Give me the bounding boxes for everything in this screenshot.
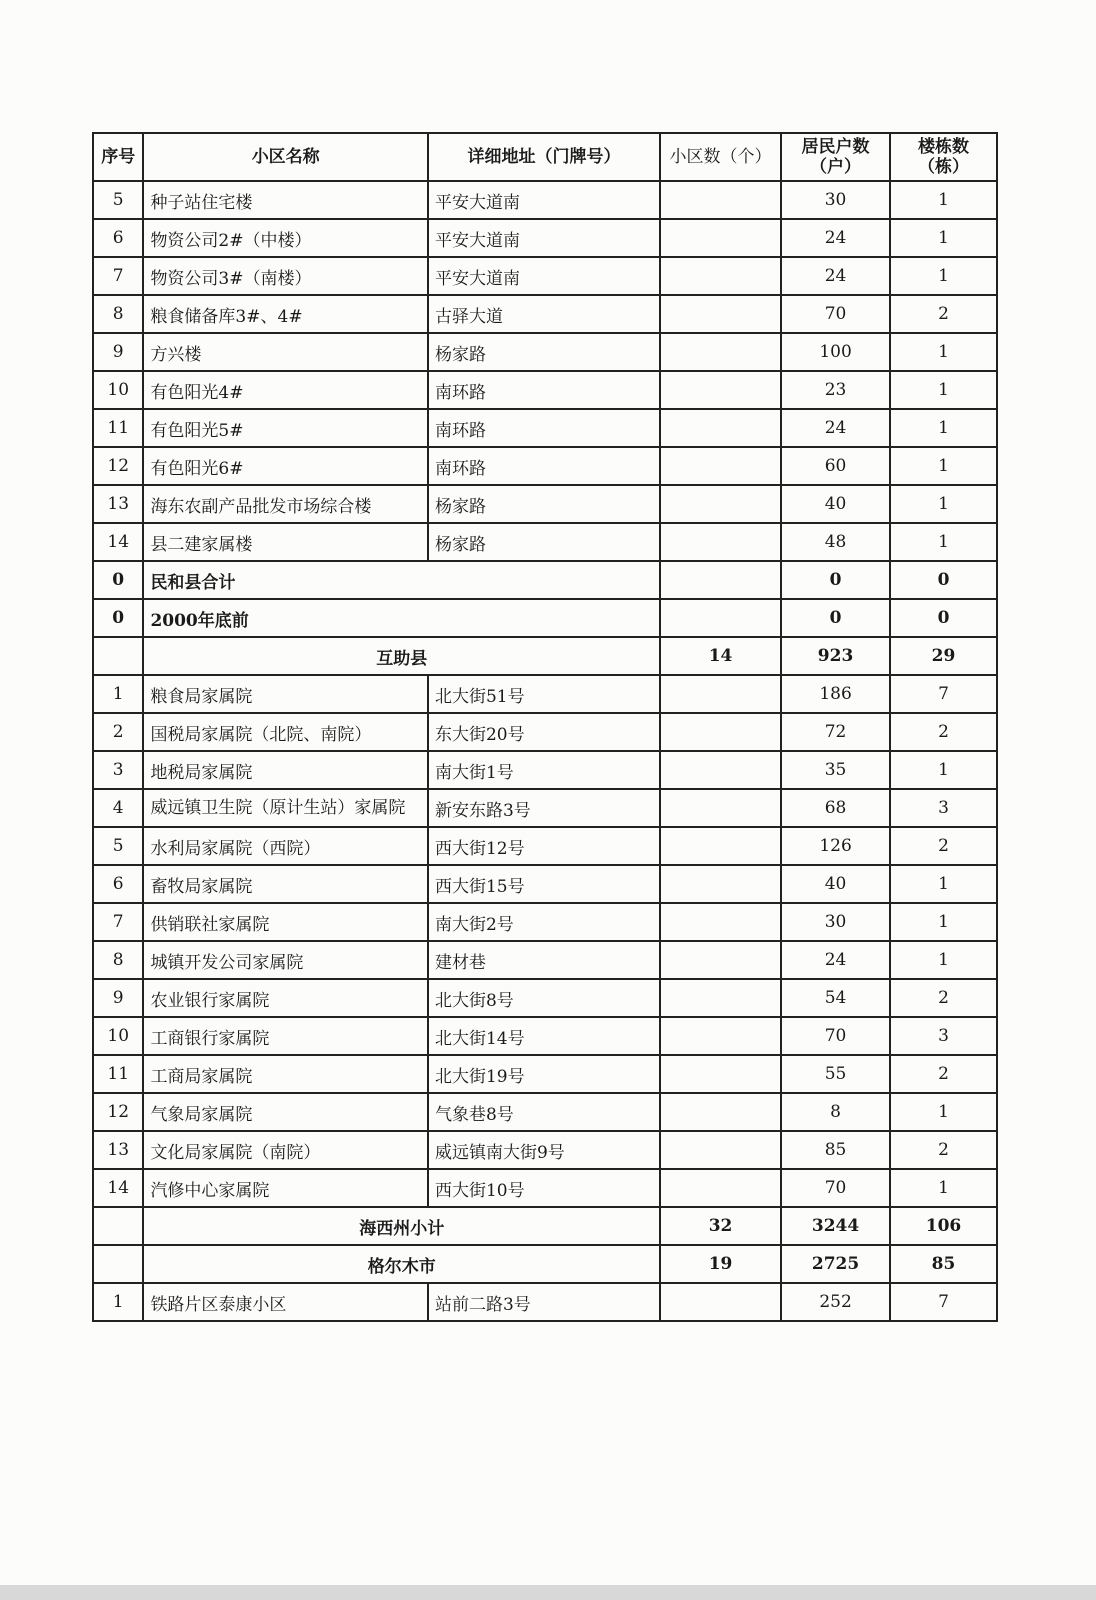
cell-serial [93, 1245, 143, 1283]
cell-buildings: 1 [890, 1093, 997, 1131]
cell-households: 126 [781, 827, 890, 865]
cell-buildings: 2 [890, 713, 997, 751]
table-row [93, 1093, 997, 1131]
cell-address: 南环路 [428, 447, 660, 485]
cell-serial: 9 [93, 979, 143, 1017]
cell-count [660, 979, 781, 1017]
cell-address: 新安东路3号 [428, 789, 660, 827]
cell-address: 西大街12号 [428, 827, 660, 865]
cell-serial: 13 [93, 485, 143, 523]
cell-households: 70 [781, 1169, 890, 1207]
cell-count [660, 827, 781, 865]
cell-address: 西大街10号 [428, 1169, 660, 1207]
cell-address: 建材巷 [428, 941, 660, 979]
cell-address: 古驿大道 [428, 295, 660, 333]
cell-households: 100 [781, 333, 890, 371]
cell-households: 54 [781, 979, 890, 1017]
cell-count [660, 941, 781, 979]
table-row [93, 371, 997, 409]
cell-address: 南环路 [428, 371, 660, 409]
cell-buildings: 7 [890, 1283, 997, 1321]
cell-count [660, 675, 781, 713]
cell-buildings: 1 [890, 751, 997, 789]
cell-name: 种子站住宅楼 [143, 181, 428, 219]
table-row [93, 257, 997, 295]
cell-households: 30 [781, 903, 890, 941]
cell-count [660, 1169, 781, 1207]
cell-name: 方兴楼 [143, 333, 428, 371]
cell-count [660, 1055, 781, 1093]
header-count: 小区数（个） [660, 133, 781, 181]
cell-households: 2725 [781, 1245, 890, 1283]
cell-serial: 1 [93, 1283, 143, 1321]
cell-households: 30 [781, 181, 890, 219]
housing-table [92, 132, 998, 1322]
cell-serial: 1 [93, 675, 143, 713]
table-row [93, 1283, 997, 1321]
cell-households: 40 [781, 865, 890, 903]
table-row [93, 979, 997, 1017]
cell-serial: 14 [93, 523, 143, 561]
cell-households: 8 [781, 1093, 890, 1131]
cell-serial: 7 [93, 903, 143, 941]
cell-serial: 11 [93, 409, 143, 447]
cell-section-label: 格尔木市 [143, 1245, 660, 1283]
cell-buildings: 1 [890, 903, 997, 941]
cell-name: 物资公司2#（中楼） [143, 219, 428, 257]
cell-count [660, 865, 781, 903]
table-row [93, 523, 997, 561]
cell-name: 有色阳光5# [143, 409, 428, 447]
cell-buildings: 1 [890, 181, 997, 219]
table-row [93, 637, 997, 675]
cell-serial: 8 [93, 295, 143, 333]
cell-households: 3244 [781, 1207, 890, 1245]
cell-households: 70 [781, 1017, 890, 1055]
cell-serial: 11 [93, 1055, 143, 1093]
cell-count [660, 789, 781, 827]
cell-count [660, 1093, 781, 1131]
cell-name: 有色阳光6# [143, 447, 428, 485]
header-buildings: 楼栋数（栋） [890, 133, 997, 181]
cell-count [660, 1131, 781, 1169]
cell-count [660, 485, 781, 523]
cell-buildings: 3 [890, 1017, 997, 1055]
cell-name: 地税局家属院 [143, 751, 428, 789]
cell-buildings: 29 [890, 637, 997, 675]
table-row [93, 1017, 997, 1055]
cell-count [660, 561, 781, 599]
cell-count [660, 903, 781, 941]
table-body [93, 181, 997, 1321]
table-row [93, 865, 997, 903]
cell-buildings: 1 [890, 523, 997, 561]
table-row [93, 1245, 997, 1283]
cell-address: 站前二路3号 [428, 1283, 660, 1321]
cell-serial: 4 [93, 789, 143, 827]
cell-address: 杨家路 [428, 523, 660, 561]
cell-name: 有色阳光4# [143, 371, 428, 409]
cell-buildings: 2 [890, 1055, 997, 1093]
cell-households: 0 [781, 561, 890, 599]
cell-address: 北大街51号 [428, 675, 660, 713]
cell-count [660, 257, 781, 295]
cell-address: 杨家路 [428, 333, 660, 371]
table-row [93, 599, 997, 637]
cell-households: 24 [781, 409, 890, 447]
cell-serial: 7 [93, 257, 143, 295]
cell-buildings: 2 [890, 295, 997, 333]
table-row [93, 751, 997, 789]
cell-total-label: 民和县合计 [143, 561, 660, 599]
cell-name: 城镇开发公司家属院 [143, 941, 428, 979]
cell-name: 汽修中心家属院 [143, 1169, 428, 1207]
cell-address: 威远镇南大街9号 [428, 1131, 660, 1169]
table-row [93, 903, 997, 941]
cell-name: 粮食局家属院 [143, 675, 428, 713]
table-row [93, 713, 997, 751]
cell-serial: 10 [93, 371, 143, 409]
cell-buildings: 1 [890, 447, 997, 485]
cell-serial: 9 [93, 333, 143, 371]
cell-households: 252 [781, 1283, 890, 1321]
cell-address: 北大街14号 [428, 1017, 660, 1055]
cell-count [660, 371, 781, 409]
table-row [93, 1131, 997, 1169]
cell-name: 海东农副产品批发市场综合楼 [143, 485, 428, 523]
cell-name: 工商银行家属院 [143, 1017, 428, 1055]
cell-count [660, 409, 781, 447]
cell-households: 24 [781, 257, 890, 295]
table-header-row [93, 133, 997, 181]
cell-name: 县二建家属楼 [143, 523, 428, 561]
cell-buildings: 0 [890, 599, 997, 637]
cell-households: 923 [781, 637, 890, 675]
cell-name: 气象局家属院 [143, 1093, 428, 1131]
table-row [93, 561, 997, 599]
cell-count [660, 713, 781, 751]
cell-serial: 8 [93, 941, 143, 979]
cell-address: 杨家路 [428, 485, 660, 523]
cell-buildings: 1 [890, 1169, 997, 1207]
cell-buildings: 85 [890, 1245, 997, 1283]
cell-count: 19 [660, 1245, 781, 1283]
cell-buildings: 3 [890, 789, 997, 827]
cell-households: 186 [781, 675, 890, 713]
table-row [93, 409, 997, 447]
cell-buildings: 1 [890, 485, 997, 523]
cell-serial: 0 [93, 561, 143, 599]
cell-households: 72 [781, 713, 890, 751]
cell-households: 60 [781, 447, 890, 485]
cell-households: 24 [781, 219, 890, 257]
table-row [93, 827, 997, 865]
cell-count [660, 181, 781, 219]
cell-buildings: 1 [890, 371, 997, 409]
cell-serial: 12 [93, 447, 143, 485]
cell-name: 水利局家属院（西院） [143, 827, 428, 865]
cell-count: 32 [660, 1207, 781, 1245]
cell-buildings: 7 [890, 675, 997, 713]
cell-count [660, 295, 781, 333]
cell-buildings: 2 [890, 979, 997, 1017]
cell-households: 35 [781, 751, 890, 789]
cell-households: 85 [781, 1131, 890, 1169]
cell-households: 48 [781, 523, 890, 561]
cell-address: 北大街8号 [428, 979, 660, 1017]
cell-buildings: 1 [890, 941, 997, 979]
cell-count: 14 [660, 637, 781, 675]
cell-serial [93, 1207, 143, 1245]
cell-buildings: 1 [890, 257, 997, 295]
table-row [93, 219, 997, 257]
cell-name: 国税局家属院（北院、南院） [143, 713, 428, 751]
cell-count [660, 333, 781, 371]
cell-buildings: 2 [890, 827, 997, 865]
table-row [93, 447, 997, 485]
cell-count [660, 219, 781, 257]
cell-address: 气象巷8号 [428, 1093, 660, 1131]
cell-address: 平安大道南 [428, 257, 660, 295]
cell-address: 平安大道南 [428, 181, 660, 219]
cell-serial: 12 [93, 1093, 143, 1131]
cell-name: 物资公司3#（南楼） [143, 257, 428, 295]
cell-address: 南环路 [428, 409, 660, 447]
cell-households: 0 [781, 599, 890, 637]
cell-households: 55 [781, 1055, 890, 1093]
cell-serial: 5 [93, 181, 143, 219]
cell-section-label: 互助县 [143, 637, 660, 675]
cell-households: 24 [781, 941, 890, 979]
cell-households: 40 [781, 485, 890, 523]
table-row [93, 1169, 997, 1207]
cell-count [660, 1283, 781, 1321]
table-row [93, 1207, 997, 1245]
cell-serial: 13 [93, 1131, 143, 1169]
cell-serial: 3 [93, 751, 143, 789]
page-bottom-edge [0, 1585, 1096, 1600]
cell-name: 工商局家属院 [143, 1055, 428, 1093]
cell-count [660, 751, 781, 789]
cell-households: 23 [781, 371, 890, 409]
cell-name: 铁路片区泰康小区 [143, 1283, 428, 1321]
cell-address: 南大街2号 [428, 903, 660, 941]
cell-name: 威远镇卫生院（原计生站）家属院 [143, 789, 428, 827]
header-households: 居民户数（户） [781, 133, 890, 181]
cell-buildings: 1 [890, 409, 997, 447]
cell-buildings: 106 [890, 1207, 997, 1245]
cell-name: 文化局家属院（南院） [143, 1131, 428, 1169]
cell-serial: 14 [93, 1169, 143, 1207]
cell-name: 供销联社家属院 [143, 903, 428, 941]
table-row [93, 789, 997, 827]
cell-buildings: 1 [890, 333, 997, 371]
cell-name: 粮食储备库3#、4# [143, 295, 428, 333]
table-row [93, 1055, 997, 1093]
header-serial: 序号 [93, 133, 143, 181]
cell-section-label: 海西州小计 [143, 1207, 660, 1245]
cell-address: 南大街1号 [428, 751, 660, 789]
cell-serial: 10 [93, 1017, 143, 1055]
cell-address: 北大街19号 [428, 1055, 660, 1093]
cell-buildings: 1 [890, 219, 997, 257]
cell-buildings: 1 [890, 865, 997, 903]
cell-count [660, 599, 781, 637]
cell-address: 平安大道南 [428, 219, 660, 257]
cell-address: 东大街20号 [428, 713, 660, 751]
cell-serial [93, 637, 143, 675]
table-row [93, 941, 997, 979]
cell-total-label: 2000年底前 [143, 599, 660, 637]
cell-address: 西大街15号 [428, 865, 660, 903]
header-address: 详细地址（门牌号） [428, 133, 660, 181]
table-row [93, 675, 997, 713]
cell-serial: 6 [93, 865, 143, 903]
cell-households: 70 [781, 295, 890, 333]
cell-count [660, 1017, 781, 1055]
cell-count [660, 523, 781, 561]
cell-name: 畜牧局家属院 [143, 865, 428, 903]
cell-serial: 5 [93, 827, 143, 865]
table-row [93, 333, 997, 371]
table-row [93, 295, 997, 333]
table-row [93, 181, 997, 219]
cell-buildings: 2 [890, 1131, 997, 1169]
cell-count [660, 447, 781, 485]
table-row [93, 485, 997, 523]
cell-buildings: 0 [890, 561, 997, 599]
cell-serial: 6 [93, 219, 143, 257]
cell-serial: 0 [93, 599, 143, 637]
header-name: 小区名称 [143, 133, 428, 181]
cell-households: 68 [781, 789, 890, 827]
cell-serial: 2 [93, 713, 143, 751]
cell-name: 农业银行家属院 [143, 979, 428, 1017]
